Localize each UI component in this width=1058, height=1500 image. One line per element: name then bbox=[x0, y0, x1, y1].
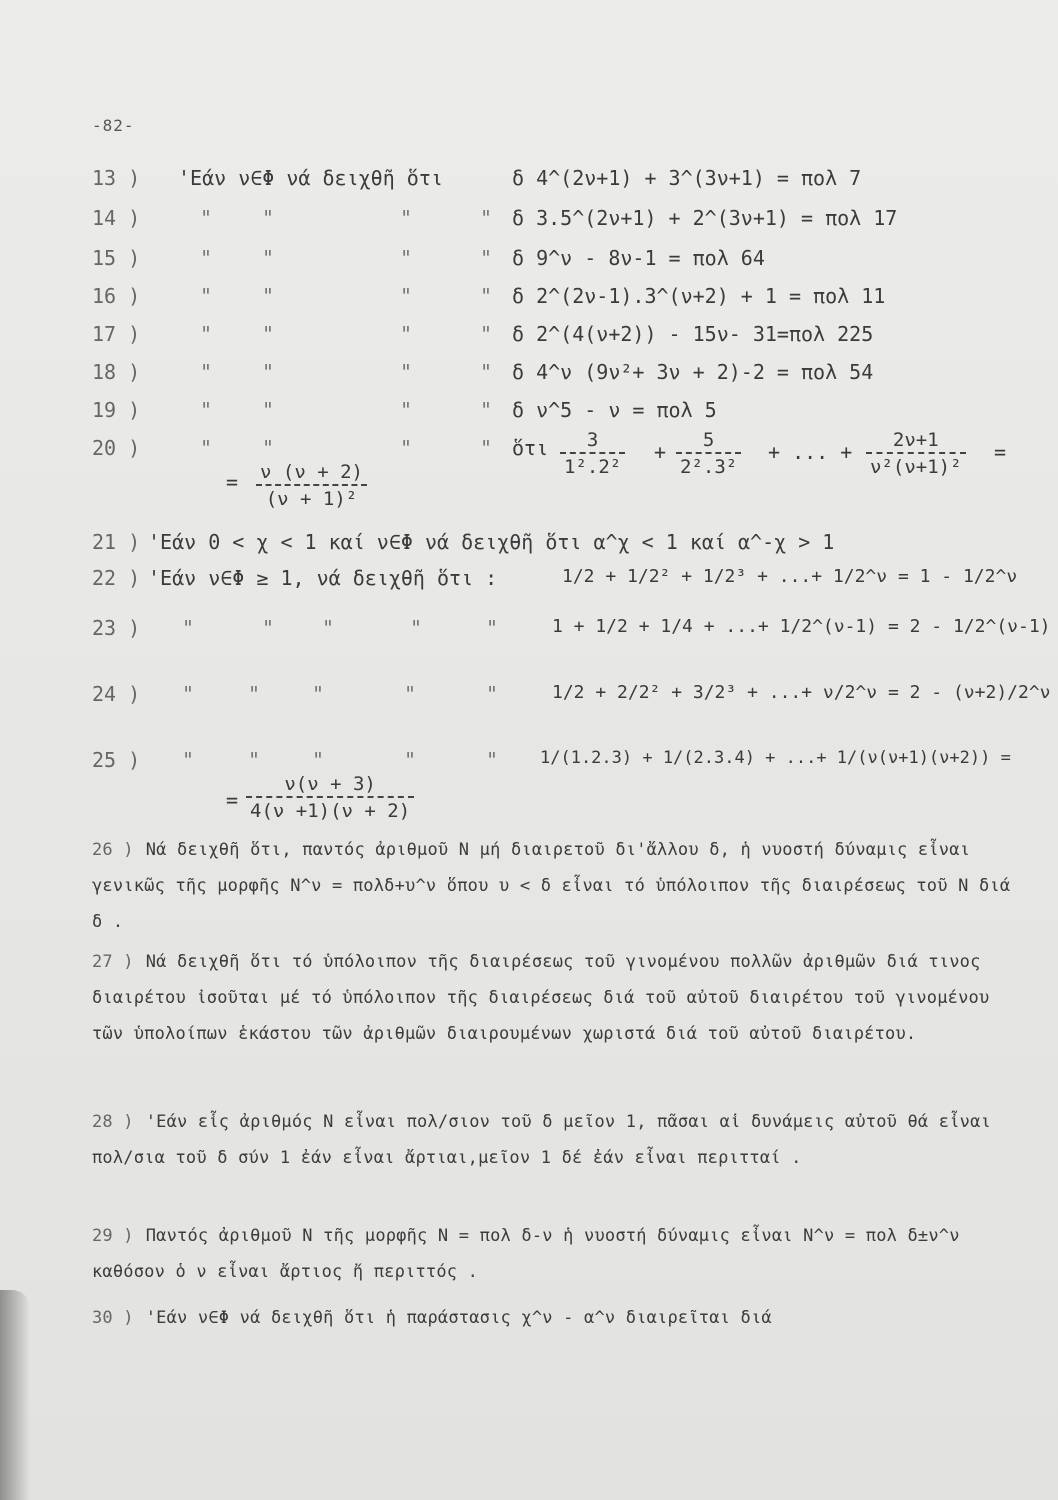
fraction-numerator: 2ν+1 bbox=[866, 428, 966, 454]
ditto-mark: " bbox=[400, 284, 413, 308]
ditto-mark: " bbox=[200, 322, 213, 346]
exercise-number: 26 ) bbox=[92, 840, 134, 860]
exercise-number: 29 ) bbox=[92, 1226, 134, 1246]
ditto-mark: " bbox=[262, 206, 275, 230]
exercise-number: 23 ) bbox=[92, 616, 141, 640]
exercise-number: 24 ) bbox=[92, 682, 141, 706]
ditto-mark: " bbox=[480, 398, 493, 422]
exercise-number: 27 ) bbox=[92, 952, 134, 972]
exercise-text: Νά δειχθῆ ὅτι τό ὑπόλοιπον τῆς διαιρέσεως τοῦ γινομένου πολλῶν ἀριθμῶν διά τινος διαιρέτου ἰσοῦται μέ τό ὑπόλοιπον τῆς διαιρέσεως διά τοῦ αὐτοῦ διαιρέτου τοῦ γινομένου τῶν ὑπολοίπων ἑκάστου τῶν ἀριθμῶν διαιρουμένων χωριστά διά τοῦ αὐτοῦ διαιρέτου. bbox=[92, 952, 990, 1044]
exercise-number: 30 ) bbox=[92, 1308, 134, 1328]
exercise-text: 'Εάν ν∈Φ νά δειχθῆ ὅτι ἡ παράστασις χ^ν - α^ν διαιρεῖται διά bbox=[145, 1308, 772, 1328]
plus-sign: + bbox=[654, 440, 667, 464]
ditto-mark: " bbox=[200, 284, 213, 308]
ditto-mark: " bbox=[480, 360, 493, 384]
fraction-denominator: ν²(ν+1)² bbox=[870, 456, 962, 478]
ditto-mark: " bbox=[410, 616, 423, 640]
ditto-mark: " bbox=[322, 616, 335, 640]
exercise-number: 20 ) bbox=[92, 436, 141, 460]
ditto-mark: " bbox=[200, 398, 213, 422]
exercise-number: 25 ) bbox=[92, 748, 141, 772]
exercise-text: Νά δειχθῆ ὅτι, παντός ἀριθμοῦ Ν μή διαιρετοῦ δι'ἄλλου δ, ἡ νυοστή δύναμις εἶναι γενικῶς τῆς μορφῆς Ν^ν = πολδ+υ^ν ὅπου υ < δ εἶναι τό ὑπόλοιπον τῆς διαιρέσεως τοῦ Ν διά δ . bbox=[92, 840, 1011, 932]
ditto-mark: " bbox=[400, 322, 413, 346]
ditto-mark: " bbox=[404, 682, 417, 706]
ditto-mark: " bbox=[262, 616, 275, 640]
equals-sign: = bbox=[226, 470, 239, 494]
ditto-mark: " bbox=[262, 246, 275, 270]
ditto-mark: " bbox=[248, 748, 261, 772]
exercise-formula: 1/2 + 2/2² + 3/2³ + ...+ ν/2^ν = 2 - (ν+2)/2^ν bbox=[552, 682, 1051, 703]
ditto-mark: " bbox=[400, 398, 413, 422]
exercise-prefix: 'Εάν ν∈Φ νά δειχθῆ ὅτι bbox=[178, 166, 443, 190]
exercise-30 bbox=[92, 1300, 1022, 1336]
fraction-term-2 bbox=[676, 428, 741, 480]
exercise-formula: δ 2^(4(ν+2)) - 15ν- 31=πολ 225 bbox=[512, 322, 874, 346]
exercise-formula: ὅτι bbox=[512, 436, 549, 460]
exercise-formula: 1 + 1/2 + 1/4 + ...+ 1/2^(ν-1) = 2 - 1/2^(ν-1) bbox=[552, 616, 1051, 637]
ditto-mark: " bbox=[480, 322, 493, 346]
fraction-denominator: 1².2² bbox=[564, 456, 622, 478]
exercise-number: 19 ) bbox=[92, 398, 141, 422]
exercise-number: 16 ) bbox=[92, 284, 141, 308]
exercise-number: 14 ) bbox=[92, 206, 141, 230]
ditto-mark: " bbox=[262, 360, 275, 384]
equals-sign: = bbox=[994, 440, 1007, 464]
exercise-prefix: 'Εάν ν∈Φ ≥ 1, νά δειχθῆ ὅτι : bbox=[148, 566, 498, 590]
exercise-26 bbox=[92, 832, 1022, 940]
exercise-27 bbox=[92, 944, 1022, 1052]
ditto-mark: " bbox=[312, 682, 325, 706]
exercise-number: 21 ) bbox=[92, 530, 141, 554]
ditto-mark: " bbox=[400, 206, 413, 230]
exercise-formula: δ 4^(2ν+1) + 3^(3ν+1) = πολ 7 bbox=[512, 166, 862, 190]
ditto-mark: " bbox=[400, 246, 413, 270]
fraction-term-1 bbox=[560, 428, 625, 480]
exercise-formula: 1/2 + 1/2² + 1/2³ + ...+ 1/2^ν = 1 - 1/2^ν bbox=[562, 566, 1018, 587]
exercise-number: 13 ) bbox=[92, 166, 141, 190]
ditto-mark: " bbox=[400, 360, 413, 384]
ditto-mark: " bbox=[404, 748, 417, 772]
ditto-mark: " bbox=[200, 360, 213, 384]
fraction-denominator: (ν + 1)² bbox=[265, 488, 358, 510]
exercise-text: 'Εάν εἷς ἀριθμός Ν εἶναι πολ/σιον τοῦ δ μεῖον 1, πᾶσαι αἱ δυνάμεις αὐτοῦ θά εἶναι πολ/σια τοῦ δ σύν 1 ἐάν εἶναι ἄρτιαι,μεῖον 1 δέ ἐάν εἶναι περιτταί . bbox=[92, 1112, 991, 1168]
ditto-mark: " bbox=[480, 206, 493, 230]
ditto-mark: " bbox=[262, 284, 275, 308]
ditto-mark: " bbox=[262, 322, 275, 346]
ditto-mark: " bbox=[480, 436, 493, 460]
exercise-text: 'Εάν 0 < χ < 1 καί ν∈Φ νά δειχθῆ ὅτι α^χ < 1 καί α^-χ > 1 bbox=[148, 530, 835, 554]
ditto-mark: " bbox=[486, 748, 499, 772]
ditto-mark: " bbox=[486, 616, 499, 640]
ellipsis-plus: + ... + bbox=[768, 440, 853, 464]
exercise-formula: δ 9^ν - 8ν-1 = πολ 64 bbox=[512, 246, 765, 270]
exercise-number: 18 ) bbox=[92, 360, 141, 384]
exercise-28 bbox=[92, 1104, 1022, 1176]
fraction-result bbox=[256, 460, 367, 512]
page-edge-shadow bbox=[0, 1290, 30, 1500]
ditto-mark: " bbox=[200, 206, 213, 230]
ditto-mark: " bbox=[480, 246, 493, 270]
ditto-mark: " bbox=[486, 682, 499, 706]
exercise-number: 22 ) bbox=[92, 566, 141, 590]
exercise-formula: δ 4^ν (9ν²+ 3ν + 2)-2 = πολ 54 bbox=[512, 360, 874, 384]
ditto-mark: " bbox=[182, 616, 195, 640]
ditto-mark: " bbox=[480, 284, 493, 308]
ditto-mark: " bbox=[262, 436, 275, 460]
exercise-number: 28 ) bbox=[92, 1112, 134, 1132]
exercise-formula: δ 2^(2ν-1).3^(ν+2) + 1 = πολ 11 bbox=[512, 284, 886, 308]
fraction-denominator: 2².3² bbox=[680, 456, 738, 478]
exercise-number: 17 ) bbox=[92, 322, 141, 346]
exercise-formula: δ 3.5^(2ν+1) + 2^(3ν+1) = πολ 17 bbox=[512, 206, 898, 230]
ditto-mark: " bbox=[182, 682, 195, 706]
ditto-mark: " bbox=[182, 748, 195, 772]
equals-sign: = bbox=[226, 788, 239, 812]
page-number: -82- bbox=[92, 116, 135, 135]
fraction-denominator: 4(ν +1)(ν + 2) bbox=[250, 800, 411, 822]
exercise-formula: 1/(1.2.3) + 1/(2.3.4) + ...+ 1/(ν(ν+1)(ν+2)) = bbox=[540, 748, 1011, 768]
exercise-formula: δ ν^5 - ν = πολ 5 bbox=[512, 398, 717, 422]
ditto-mark: " bbox=[200, 246, 213, 270]
ditto-mark: " bbox=[248, 682, 261, 706]
fraction-numerator: ν (ν + 2) bbox=[256, 460, 367, 486]
ditto-mark: " bbox=[312, 748, 325, 772]
fraction-numerator: 5 bbox=[676, 428, 741, 454]
exercise-number: 15 ) bbox=[92, 246, 141, 270]
exercise-text: Παντός ἀριθμοῦ Ν τῆς μορφῆς Ν = πολ δ-ν ἡ νυοστή δύναμις εἶναι Ν^ν = πολ δ±ν^ν καθόσον ὁ ν εἶναι ἄρτιος ἤ περιττός . bbox=[92, 1226, 960, 1282]
fraction-numerator: ν(ν + 3) bbox=[246, 772, 414, 798]
ditto-mark: " bbox=[400, 436, 413, 460]
exercise-29 bbox=[92, 1218, 1022, 1290]
fraction-result bbox=[246, 772, 414, 824]
fraction-term-n bbox=[866, 428, 966, 480]
fraction-numerator: 3 bbox=[560, 428, 625, 454]
ditto-mark: " bbox=[262, 398, 275, 422]
ditto-mark: " bbox=[200, 436, 213, 460]
